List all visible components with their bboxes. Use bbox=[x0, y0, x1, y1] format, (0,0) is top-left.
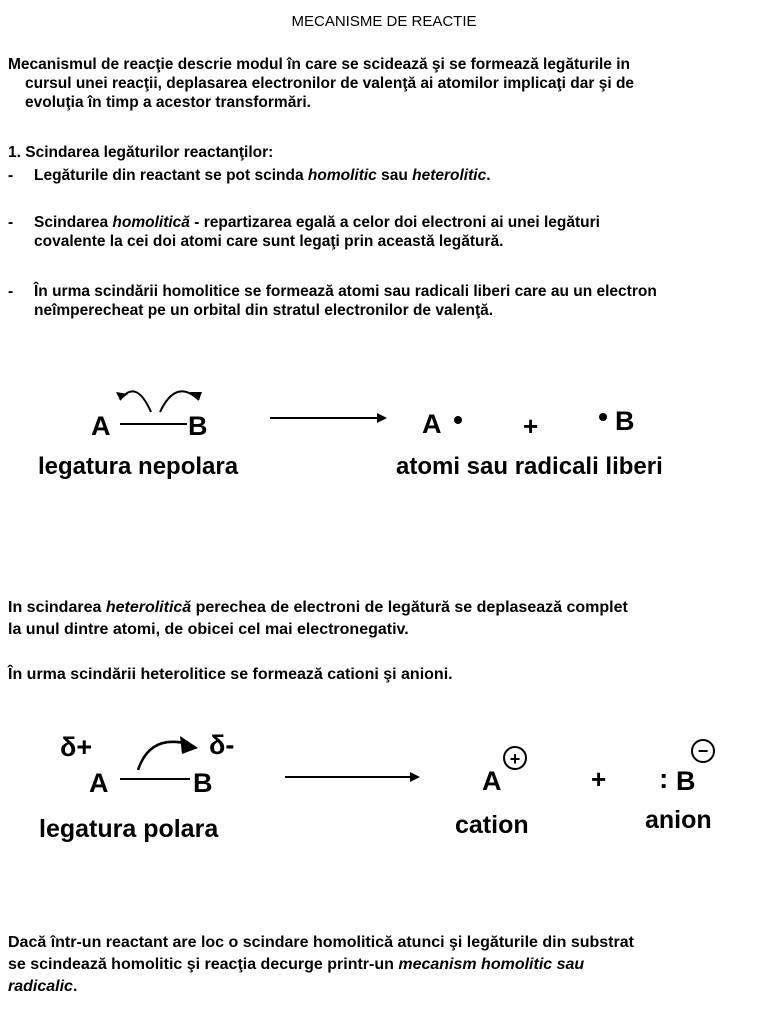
product-label-radicals: atomi sau radicali liberi bbox=[396, 453, 663, 480]
plus-sign: + bbox=[523, 411, 539, 441]
anion-atom-b: B bbox=[676, 766, 696, 796]
bullet-text-part: Legăturile din reactant se pot scinda bbox=[34, 167, 308, 184]
term-heterolitic: heterolitic bbox=[412, 167, 487, 184]
page-title: MECANISME DE REACTIE bbox=[291, 13, 477, 30]
bullet-text bbox=[34, 282, 764, 320]
partial-negative-charge: δ- bbox=[209, 730, 235, 760]
term-homolitica: homolitică bbox=[112, 214, 190, 231]
product-atom-b: B bbox=[615, 406, 635, 436]
bullet-dash: - bbox=[8, 167, 14, 184]
atom-a: A bbox=[91, 411, 111, 441]
anion-label: anion bbox=[645, 806, 712, 834]
radical-electron-b bbox=[599, 413, 607, 421]
lone-pair: : bbox=[659, 763, 669, 794]
section-heading: 1. Scindarea legăturilor reactanţilor: bbox=[8, 144, 274, 161]
conclusion-text-part: . bbox=[72, 978, 78, 995]
intro-line-3: evoluţia în timp a acestor transformări. bbox=[25, 94, 311, 111]
negative-charge-sign: − bbox=[697, 741, 709, 761]
bullet-text-part: sau bbox=[376, 167, 413, 184]
partial-positive-charge: δ+ bbox=[60, 732, 93, 762]
electron-pair-arrow-head bbox=[180, 736, 198, 754]
conclusion-paragraph bbox=[8, 932, 760, 998]
heterolytic-paragraph bbox=[8, 597, 760, 641]
bullet-dash: - bbox=[8, 214, 14, 231]
term-homolitic: homolitic bbox=[307, 167, 377, 184]
atom-b: B bbox=[193, 768, 213, 798]
heterolytic-result: În urma scindării heterolitice se formează cationi şi anioni. bbox=[8, 666, 453, 683]
heterolytic-cleavage-diagram bbox=[0, 728, 768, 848]
term-radicalic: radicalic bbox=[8, 978, 73, 995]
bullet-text-part: covalente la cei doi atomi care sunt legaţi prin această legătură. bbox=[34, 233, 504, 250]
positive-charge-sign: + bbox=[509, 749, 521, 769]
bullet-text bbox=[34, 166, 764, 185]
bond-label-nonpolar: legatura nepolara bbox=[38, 453, 239, 480]
conclusion-line-3 bbox=[8, 976, 760, 998]
homolytic-cleavage-diagram bbox=[0, 380, 768, 490]
cation-atom-a: A bbox=[482, 766, 502, 796]
cation-label: cation bbox=[455, 811, 529, 839]
product-atom-a: A bbox=[422, 409, 442, 439]
bullet-text-part: În urma scindării homolitice se formează atomi sau radicali liberi care au un electron bbox=[34, 283, 657, 300]
intro-line-1: Mecanismul de reacţie descrie modul în care se scidează şi se formează legăturile in bbox=[8, 56, 630, 73]
intro-paragraph bbox=[8, 55, 634, 112]
heterolytic-text-part: In scindarea bbox=[8, 599, 106, 616]
heterolytic-line-2: la unul dintre atomi, de obicei cel mai electronegativ. bbox=[8, 621, 409, 638]
fishhook-arrow-right-head bbox=[190, 392, 202, 400]
bullet-text-part: . bbox=[486, 167, 491, 184]
bullet-text-part: neîmperecheat pe un orbital din stratul electronilor de valenţă. bbox=[34, 302, 494, 319]
atom-a: A bbox=[89, 768, 109, 798]
electron-pair-arrow bbox=[138, 742, 188, 770]
bullet-text-part: Scindarea bbox=[34, 214, 113, 231]
intro-line-2: cursul unei reacţii, deplasarea electronilor de valenţă ai atomilor implicaţi dar şi de bbox=[25, 75, 635, 92]
bullet-text-part: - repartizarea egală a celor doi electroni ai unei legături bbox=[189, 214, 600, 231]
heterolytic-text-part: perechea de electroni de legătură se deplasează complet bbox=[191, 599, 628, 616]
conclusion-line-1: Dacă într-un reactant are loc o scindare homolitică atunci şi legăturile din substrat bbox=[8, 934, 634, 951]
conclusion-line-2 bbox=[8, 954, 760, 976]
heterolytic-line-1 bbox=[8, 597, 760, 619]
bullet-dash: - bbox=[8, 283, 14, 300]
radical-electron-a bbox=[454, 416, 462, 424]
term-mecanism-homolitic: mecanism homolitic sau bbox=[398, 956, 585, 973]
conclusion-text-part: se scindează homolitic şi reacţia decurge printr-un bbox=[8, 956, 399, 973]
plus-sign: + bbox=[591, 764, 607, 794]
term-heterolitica: heterolitică bbox=[105, 599, 192, 616]
bond-label-polar: legatura polara bbox=[39, 815, 219, 843]
bullet-text bbox=[34, 213, 764, 251]
atom-b: B bbox=[188, 411, 208, 441]
